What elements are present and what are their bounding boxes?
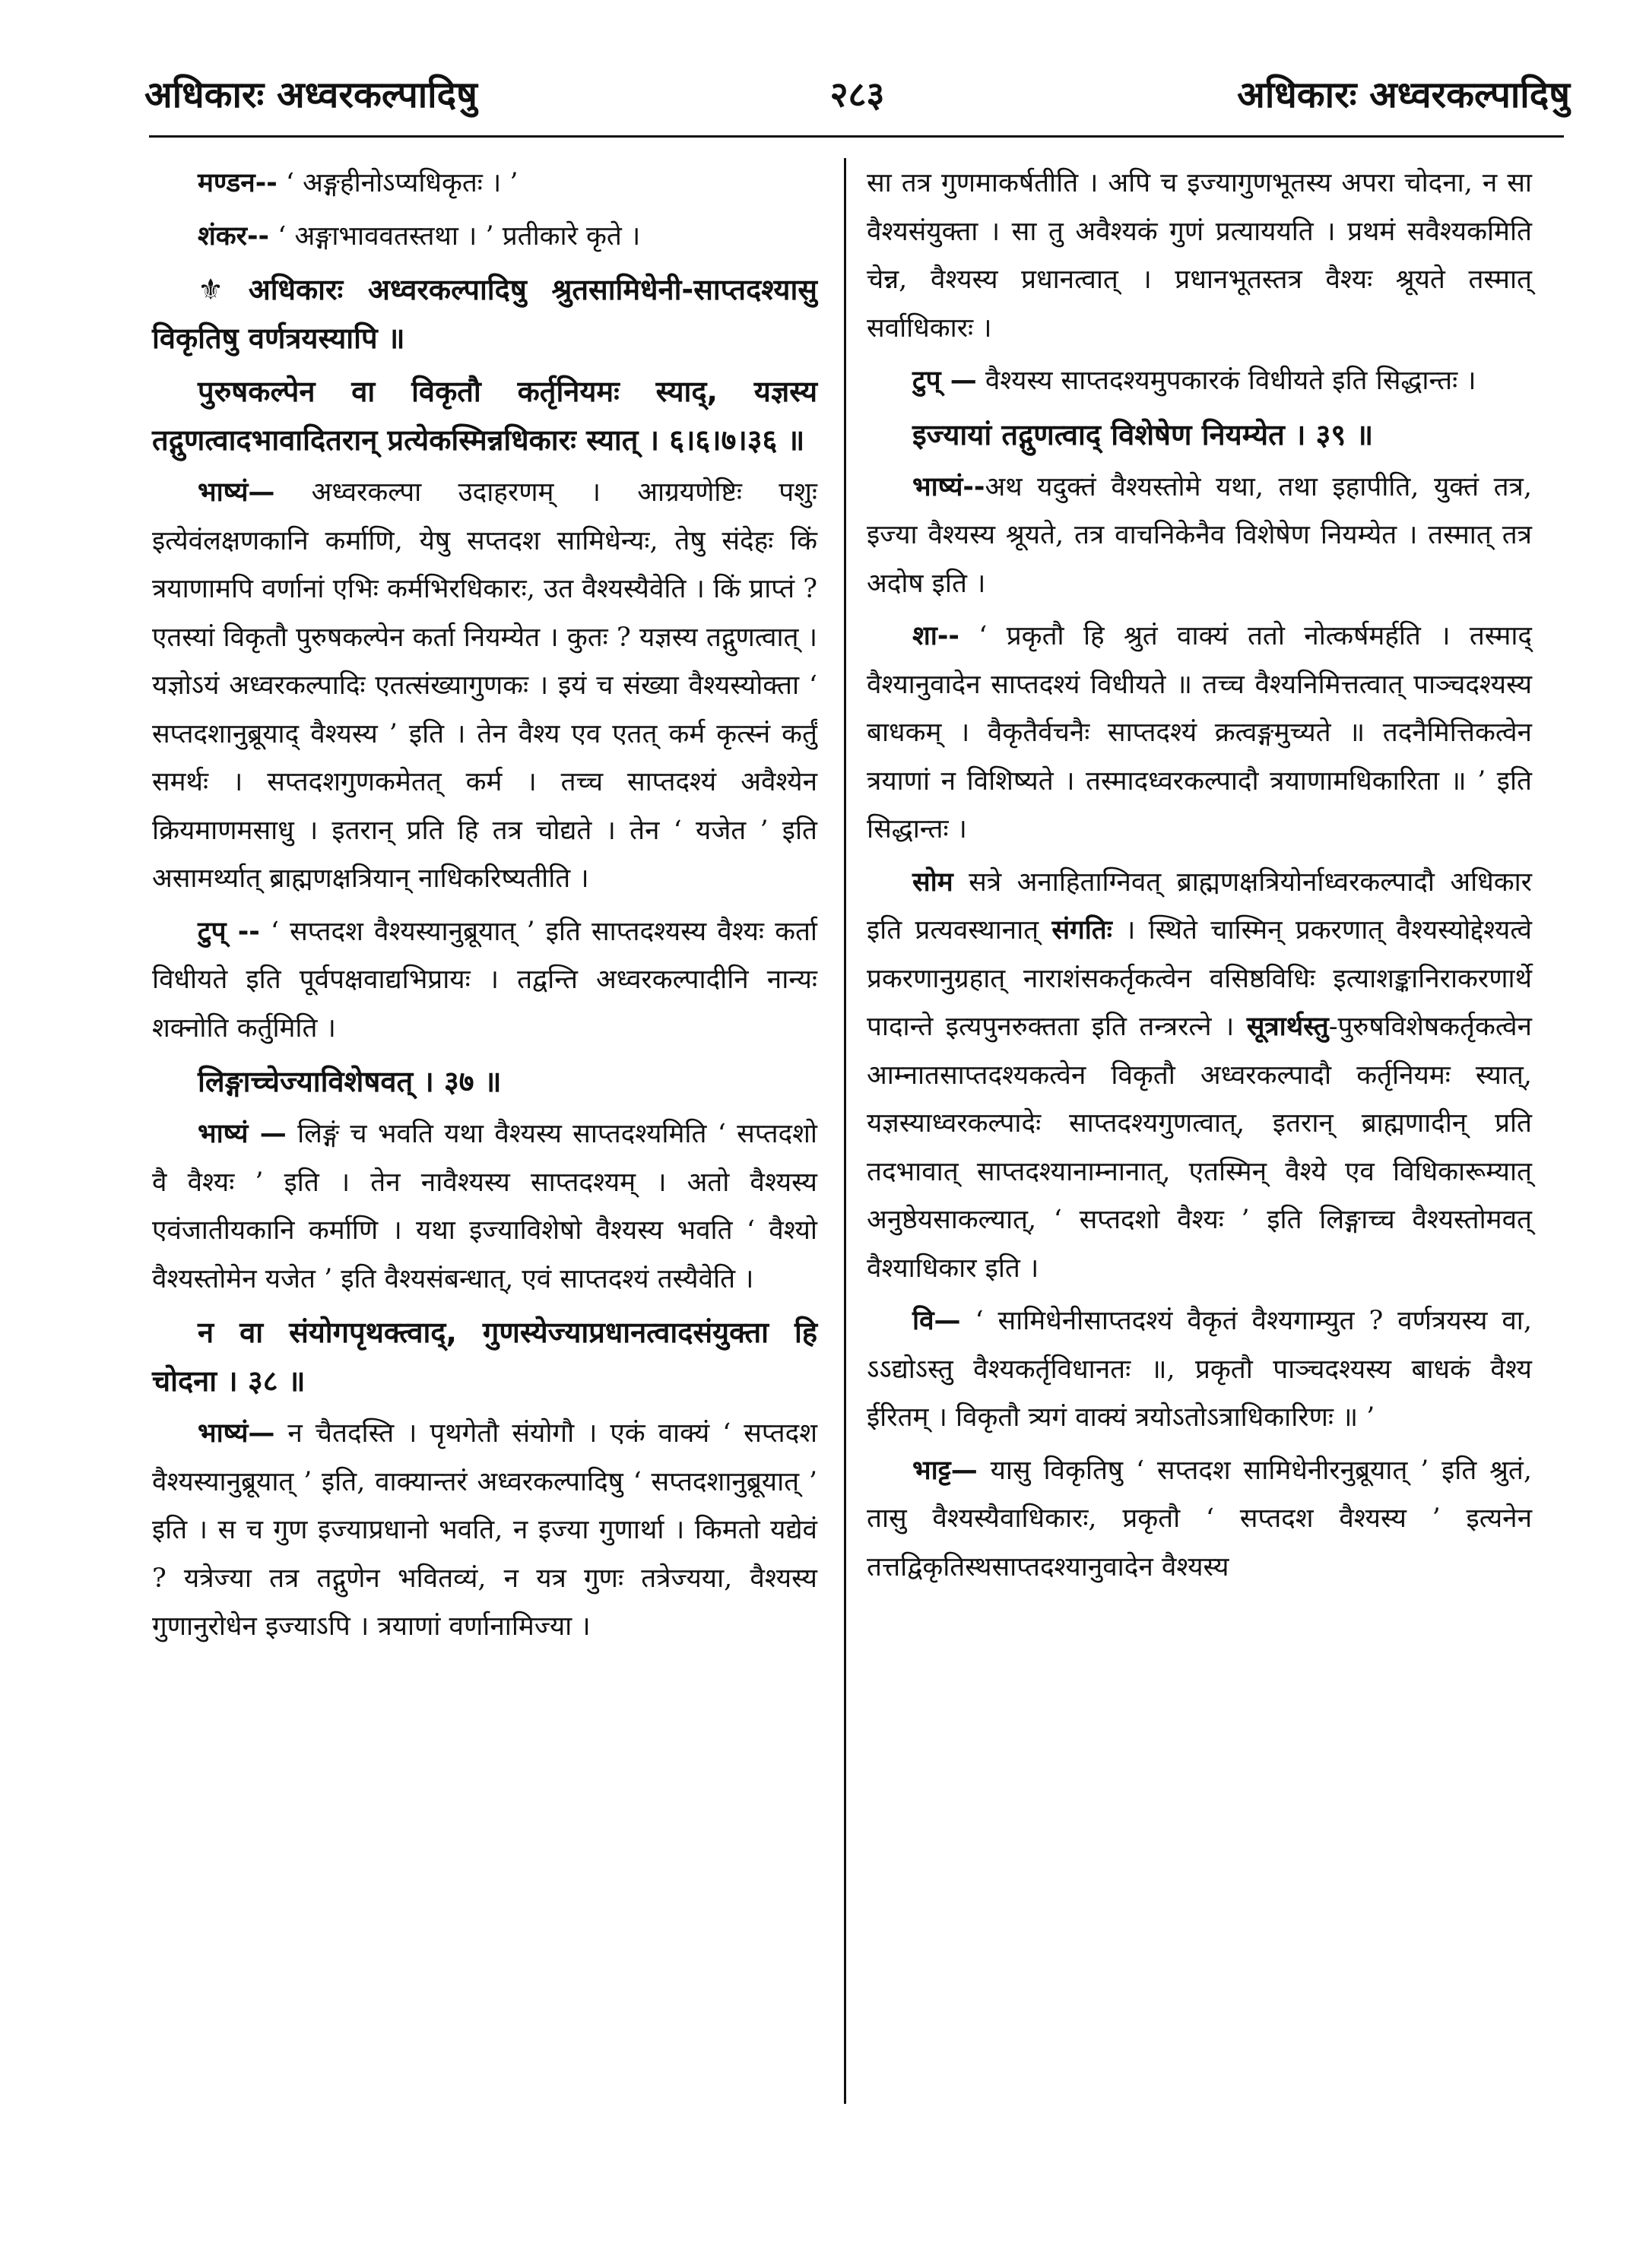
mandan-quote xyxy=(152,160,817,208)
bhashya-37-text: लिङ्गं च भवति यथा वैश्यस्य साप्तदश्यमिति ‘ सप्तदशो वै वैश्यः ’ इति । तेन नावैश्यस्य साप्तदश्यम् । अतो वैश्यस्य एवंजातीयकानि कर्माणि । यथा इज्याविशेषो वैश्यस्य भवति ‘ वैश्यो वैश्यस्तोमेन यजेत ’ इति वैश्यसंबन्धात्, एवं साप्तदश्यं तस्यैवेति । xyxy=(152,1119,817,1294)
sutrartha-label: सूत्रार्थस्तु xyxy=(1246,1012,1329,1042)
bhashya-37-label: भाष्यं — xyxy=(198,1119,287,1149)
bhashya-37 xyxy=(152,1110,817,1303)
bhatta-paragraph xyxy=(867,1447,1532,1592)
sutrartha-text: -पुरुषविशेषकर्तृकत्वेन आम्नातसाप्तदश्यकत्वेन विकृतौ अध्वरकल्पादौ कर्तृनियमः स्यात्, यज्ञस्याध्वरकल्पादेः साप्तदश्यगुणत्वात्, इतरान् ब्राह्मणादीन् प्रति तदभावात् साप्तदश्यानाम्नानात्, एतस्मिन् वैश्ये एव विधिकारूम्यात् अनुष्ठेयसाकल्यात्, ‘ सप्तदशो वैश्यः ’ इति लिङ्गाच्च वैश्यस्तोमवत् वैश्याधिकार इति । xyxy=(867,1012,1532,1284)
running-title-right: अधिकारः अध्वरकल्पादिषु xyxy=(1237,73,1570,116)
vi-quote xyxy=(867,1297,1532,1443)
column-divider xyxy=(844,158,846,2104)
sha-text: ‘ प्रकृतौ हि श्रुतं वाक्यं ततो नोत्कर्षमर्हति । तस्माद् वैश्यानुवादेन साप्तदश्यं विधीयते ॥ तच्च वैश्यनिमित्तत्वात् पाञ्चदश्यस्य बाधकम् । वैकृतैर्वचनैः साप्तदश्यं क्रत्वङ्गमुच्यते ॥ तदनैमित्तिकत्वेन त्रयाणां न विशिष्यते । तस्मादध्वरकल्पादौ त्रयाणामधिकारिता ॥ ’ इति सिद्धान्तः । xyxy=(867,621,1532,844)
shankar-label: शंकर-- xyxy=(198,220,270,252)
tup-36-label: टुप् -- xyxy=(198,916,260,947)
som-text: सत्रे अनाहिताग्निवत् ब्राह्मणक्षत्रियोर्नाध्वरकल्पादौ अधिकार इति प्रत्यवस्थानात् xyxy=(867,866,1532,946)
tup-36 xyxy=(152,908,817,1053)
bhashya-39 xyxy=(867,464,1532,609)
shankar-text: ‘ अङ्गाभाववतस्तथा । ’ प्रतीकारे कृते । xyxy=(269,220,641,252)
som-label: सोम xyxy=(912,866,953,898)
tup-38-label: टुप् — xyxy=(912,366,977,396)
shankar-quote xyxy=(152,213,817,261)
continuation-paragraph: सा तत्र गुणमाकर्षतीति । अपि च इज्यागुणभूतस्य अपरा चोदना, न सा वैश्यसंयुक्ता । सा तु अवैश्यकं गुणं प्रत्याययति । प्रथमं सवैश्यकमिति चेन्न, वैश्यस्य प्रधानत्वात् । प्रधानभूतस्तत्र वैश्यः श्रूयते तस्मात् सर्वाधिकारः । xyxy=(867,168,1532,344)
bhatta-text: यासु विकृतिषु ‘ सप्तदश सामिधेनीरनुब्रूयात् ’ इति श्रुतं, तासु वैश्यस्यैवाधिकारः, प्रकृतौ ‘ सप्तदश वैश्यस्य ’ इत्यनेन तत्तद्विकृतिस्थसाप्तदश्यानुवादेन वैश्यस्य xyxy=(867,1455,1532,1582)
sha-label: शा-- xyxy=(912,621,959,651)
sutra-39: इज्यायां तद्गुणत्वाद् विशेषेण नियम्येत । ३९ ॥ xyxy=(912,417,1374,451)
running-title-left: अधिकारः अध्वरकल्पादिषु xyxy=(144,73,477,116)
bhashya-38-text: न चैतदस्ति । पृथगेतौ संयोगौ । एकं वाक्यं ‘ सप्तदश वैश्यस्यानुब्रूयात् ’ इति, वाक्यान्तरं अध्वरकल्पादिषु ‘ सप्तदशानुब्रूयात् ’ इति । स च गुण इज्याप्रधानो भवति, न इज्या गुणार्था । किमतो यद्येवं ? यत्रेज्या तत्र तद्गुणेन भवितव्यं, न यत्र गुणः तत्रेज्यया, वैश्यस्य गुणानुरोधेन इज्याऽपि । त्रयाणां वर्णानामिज्या । xyxy=(152,1418,817,1642)
left-column xyxy=(152,160,817,1656)
sangati-label: संगतिः xyxy=(1051,915,1112,946)
sangati-text: । स्थिते चास्मिन् प्रकरणात् वैश्यस्योद्देश्यत्वे प्रकरणानुग्रहात् नाराशंसकर्तृकत्वेन वसिष्ठविधिः इत्याशङ्कानिराकरणार्थे पादान्ते इत्यपुनरुक्तता इति तन्त्ररत्ने । xyxy=(867,915,1532,1042)
bhashya-36-label: भाष्यं— xyxy=(198,477,275,508)
sutra-37: लिङ्गाच्चेज्याविशेषवत् । ३७ ॥ xyxy=(198,1065,502,1098)
som-paragraph xyxy=(867,859,1532,1294)
page-number: २८३ xyxy=(829,74,885,115)
tup-38 xyxy=(867,357,1532,406)
right-column xyxy=(867,160,1532,1596)
mandan-label: मण्डन-- xyxy=(198,168,278,198)
sutra-36: पुरुषकल्पेन वा विकृतौ कर्तृनियमः स्याद्, यज्ञस्य तद्गुणत्वादभावादितरान् प्रत्येकस्मिन्नधिकारः स्यात् । ६।६।७।३६ ॥ xyxy=(152,375,817,457)
tup-38-text: वैश्यस्य साप्तदश्यमुपकारकं विधीयते इति सिद्धान्तः । xyxy=(976,366,1476,396)
mandan-text: ‘ अङ्गहीनोऽप्यधिकृतः । ’ xyxy=(277,168,519,198)
bhashya-38 xyxy=(152,1410,817,1652)
adhikaran-heading: ⚜ अधिकारः अध्वरकल्पादिषु श्रुतसामिधेनी-साप्तदश्यासु विकृतिषु वर्णत्रयस्यापि ॥ xyxy=(152,273,817,355)
vi-label: वि— xyxy=(912,1306,961,1336)
header-rule xyxy=(149,135,1564,138)
tup-36-text: ‘ सप्तदश वैश्यस्यानुब्रूयात् ’ इति साप्तदश्यस्य वैश्यः कर्ता विधीयते इति पूर्वपक्षवाद्यभिप्रायः । तद्वन्ति अध्वरकल्पादीनि नान्यः शक्नोति कर्तुमिति । xyxy=(152,916,817,1044)
bhashya-36-text: अध्वरकल्पा उदाहरणम् । आग्रयणेष्टिः पशुः इत्येवंलक्षणकानि कर्माणि, येषु सप्तदश सामिधेन्यः, तेषु संदेहः किं त्रयाणामपि वर्णानां एभिः कर्मभिरधिकारः, उत वैश्यस्यैवेति । किं प्राप्तं ? एतस्यां विकृतौ पुरुषकल्पेन कर्ता नियम्येत । कुतः ? यज्ञस्य तद्गुणत्वात् । यज्ञोऽयं अध्वरकल्पादिः एतत्संख्यागुणकः । इयं च संख्या वैश्यस्योक्ता ‘ सप्तदशानुब्रूयाद् वैश्यस्य ’ इति । तेन वैश्य एव एतत् कर्म कृत्स्नं कर्तुं समर्थः । सप्तदशगुणकमेतत् कर्म । तच्च साप्तदश्यं अवैश्येन क्रियमाणमसाधु । इतरान् प्रति हि तत्र चोद्यते । तेन ‘ यजेत ’ इति असामर्थ्यात् ब्राह्मणक्षत्रियान् नाधिकरिष्यतीति । xyxy=(152,477,818,894)
bhashya-38-label: भाष्यं— xyxy=(198,1418,275,1449)
sha-quote xyxy=(867,613,1532,854)
bhatta-label: भाट्ट— xyxy=(912,1455,978,1486)
page-header xyxy=(144,59,1570,128)
bhashya-36 xyxy=(152,469,817,904)
bhashya-39-label: भाष्यं-- xyxy=(912,471,985,502)
vi-text: ‘ सामिधेनीसाप्तदश्यं वैकृतं वैश्यगाम्युत ? वर्णत्रयस्य वा, ऽऽद्योऽस्तु वैश्यकर्तृविधानतः ॥, प्रकृतौ पाञ्चदश्यस्य बाधकं वैश्य ईरितम् । विकृतौ त्र्यगं वाक्यं त्रयोऽतोऽत्राधिकारिणः ॥ ’ xyxy=(867,1306,1532,1433)
bhashya-39-text: अथ यदुक्तं वैश्यस्तोमे यथा, तथा इहापीति, युक्तं तत्र, इज्या वैश्यस्य श्रूयते, तत्र वाचनिकेनैव विशेषेण नियम्येत । तस्मात् तत्र अदोष इति । xyxy=(867,471,1532,599)
sutra-38: न वा संयोगपृथक्त्वाद्, गुणस्येज्याप्रधानत्वादसंयुक्ता हि चोदना । ३८ ॥ xyxy=(152,1316,817,1398)
